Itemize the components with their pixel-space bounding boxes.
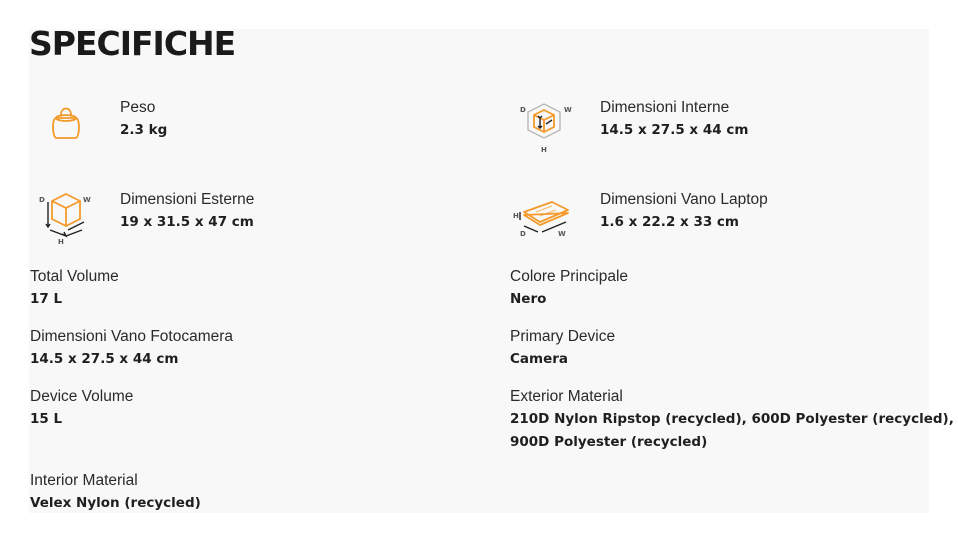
section-title: SPECIFICHE [29, 24, 236, 63]
spec-label: Interior Material [30, 472, 138, 489]
spec-exterior-dimensions [120, 189, 254, 234]
spec-interior-material [30, 470, 201, 515]
spec-value: 14.5 x 27.5 x 44 cm [600, 122, 749, 138]
spec-label: Dimensioni Interne [600, 99, 730, 116]
laptop-compartment-icon [510, 190, 578, 250]
width-letter: W [564, 106, 572, 114]
spec-device-volume [30, 386, 133, 431]
interior-dimensions-icon [510, 98, 578, 158]
spec-label: Primary Device [510, 328, 616, 345]
spec-label: Dimensioni Vano Fotocamera [30, 328, 234, 345]
spec-value: 2.3 kg [120, 122, 168, 138]
spec-value: 19 x 31.5 x 47 cm [120, 214, 254, 230]
spec-value: 14.5 x 27.5 x 44 cm [30, 351, 179, 367]
spec-main-color [510, 266, 628, 311]
width-letter: W [558, 230, 566, 238]
spec-camera-compartment [30, 326, 233, 371]
spec-value: 1.6 x 22.2 x 33 cm [600, 214, 739, 230]
spec-value: Nero [510, 291, 547, 307]
height-letter: H [58, 238, 64, 246]
spec-value-line-1: 210D Nylon Ripstop (recycled), 600D Polyester (recycled), [510, 411, 954, 427]
exterior-dimensions-icon [32, 186, 100, 246]
depth-letter: D [520, 106, 526, 114]
spec-primary-device [510, 326, 615, 371]
spec-label: Device Volume [30, 388, 134, 405]
spec-value: Camera [510, 351, 569, 367]
spec-label: Total Volume [30, 268, 119, 285]
spec-label: Dimensioni Esterne [120, 191, 255, 208]
height-letter: H [541, 146, 547, 154]
weight-icon [32, 92, 100, 152]
spec-label: Colore Principale [510, 268, 629, 285]
spec-value: Velex Nylon (recycled) [30, 495, 201, 511]
height-letter: H [513, 212, 519, 220]
spec-label: Dimensioni Vano Laptop [600, 191, 768, 208]
spec-total-volume [30, 266, 119, 311]
depth-letter: D [39, 196, 45, 204]
spec-value-line-2: 900D Polyester (recycled) [510, 434, 708, 450]
spec-laptop-compartment [600, 189, 768, 234]
spec-value: 15 L [30, 411, 63, 427]
depth-letter: D [520, 230, 526, 238]
spec-exterior-material [510, 386, 954, 454]
width-letter: W [83, 196, 91, 204]
spec-weight [120, 97, 167, 142]
spec-label: Peso [120, 99, 156, 116]
spec-interior-dimensions [600, 97, 748, 142]
spec-value: 17 L [30, 291, 63, 307]
spec-label: Exterior Material [510, 388, 623, 405]
